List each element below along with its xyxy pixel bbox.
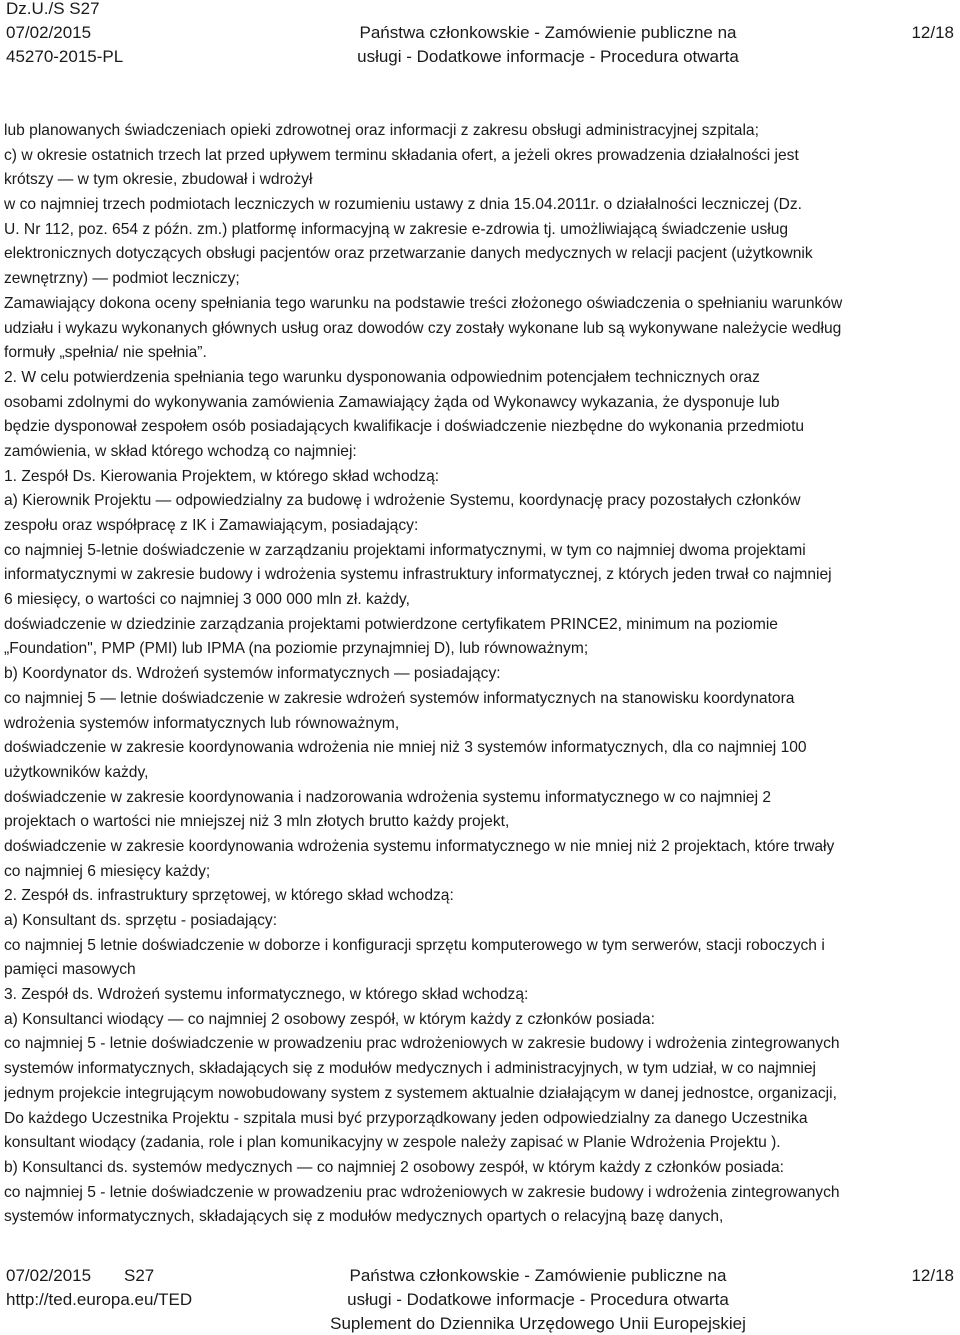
text-line: będzie dysponował zespołem osób posiadających kwalifikacje i doświadczenie niezbędne do wykonania przedmiotu xyxy=(4,418,805,436)
text-line: formuły „spełnia/ nie spełnia”. xyxy=(4,344,207,362)
footer-series: S27 xyxy=(124,1266,155,1285)
text-line: U. Nr 112, poz. 654 z późn. zm.) platformę informacyjną w zakresie e-zdrowia tj. umożliwiającą świadczenie usług xyxy=(4,220,789,238)
text-line: 6 miesięcy, o wartości co najmniej 3 000 000 mln zł. każdy, xyxy=(4,591,410,609)
text-line: zewnętrzny) — podmiot leczniczy; xyxy=(4,270,240,288)
footer-title-line1: Państwa członkowskie - Zamówienie publiczne na xyxy=(349,1266,727,1285)
text-line: 2. W celu potwierdzenia spełniania tego warunku dysponowania odpowiednim potencjałem technicznych oraz xyxy=(4,368,760,386)
text-line: doświadczenie w zakresie koordynowania wdrożenia systemu informatycznego w nie mniej niż 2 projektach, które trwały xyxy=(4,837,835,855)
text-line: lub planowanych świadczeniach opieki zdrowotnej oraz informacji z zakresu obsługi administracyjnej szpitala; xyxy=(4,122,759,139)
text-line: krótszy — w tym okresie, zbudował i wdrożył xyxy=(4,171,313,189)
text-line: użytkowników każdy, xyxy=(4,763,149,781)
text-line: Do każdego Uczestnika Projektu - szpitala musi być przyporządkowany jeden odpowiedzialny za danego Uczestnika xyxy=(4,1109,808,1127)
footer-title-line3: Suplement do Dziennika Urzędowego Unii Europejskiej xyxy=(330,1314,746,1333)
text-line: a) Konsultant ds. sprzętu - posiadający: xyxy=(4,912,278,929)
text-line: 3. Zespół ds. Wdrożeń systemu informatycznego, w którego skład wchodzą: xyxy=(4,986,529,1004)
text-line: a) Konsultanci wiodący — co najmniej 2 osobowy zespół, w którym każdy z członków posiada: xyxy=(4,1010,655,1028)
footer-page-number: 12/18 xyxy=(911,1266,954,1285)
header-date: 07/02/2015 xyxy=(6,23,92,42)
text-line: informatycznymi w zakresie budowy i wdrożenia systemu infrastruktury informatycznej, z których jeden trwał co najmniej xyxy=(4,566,832,584)
text-line: doświadczenie w zakresie koordynowania i nadzorowania wdrożenia systemu informatycznego w co najmniej 2 xyxy=(4,788,772,806)
text-line: co najmniej 5 - letnie doświadczenie w prowadzeniu prac wdrożeniowych w zakresie budowy i wdrożenia zintegrowanych xyxy=(4,1183,840,1201)
footer-url[interactable]: http://ted.europa.eu/TED xyxy=(6,1290,193,1309)
text-line: projektach o wartości nie mniejszej niż 3 mln złotych brutto każdy projekt, xyxy=(4,813,510,831)
text-line: co najmniej 5 letnie doświadczenie w doborze i konfiguracji sprzętu komputerowego w tym serwerów, stacji roboczych i xyxy=(4,936,825,954)
header-title-line1: Państwa członkowskie - Zamówienie publiczne na xyxy=(359,23,737,42)
text-line: w co najmniej trzech podmiotach leczniczych w rozumieniu ustawy z dnia 15.04.2011r. o działalności leczniczej (Dz. xyxy=(4,196,802,214)
text-line: c) w okresie ostatnich trzech lat przed upływem terminu składania ofert, a jeżeli okres prowadzenia działalności jest xyxy=(4,146,799,164)
text-line: co najmniej 5 — letnie doświadczenie w zakresie wdrożeń systemów informatycznych na stanowisku koordynatora xyxy=(4,689,795,707)
text-line: zamówienia, w skład którego wchodzą co najmniej: xyxy=(4,442,357,460)
text-line: Zamawiający dokona oceny spełniania tego warunku na podstawie treści złożonego oświadczenia o spełnianiu warunków xyxy=(4,294,843,312)
text-line: co najmniej 5 - letnie doświadczenie w prowadzeniu prac wdrożeniowych w zakresie budowy i wdrożenia zintegrowanych xyxy=(4,1035,840,1053)
text-line: systemów informatycznych, składających się z modułów medycznych opartych o relacyjną bazę danych, xyxy=(4,1208,724,1226)
text-line: doświadczenie w zakresie koordynowania wdrożenia nie mniej niż 3 systemów informatycznych, dla co najmniej 100 xyxy=(4,739,807,757)
text-line: b) Konsultanci ds. systemów medycznych — co najmniej 2 osobowy zespół, w którym każdy z członków posiada: xyxy=(4,1158,785,1176)
footer-date: 07/02/2015 xyxy=(6,1266,92,1285)
document-body xyxy=(4,119,956,1230)
text-line: osobami zdolnymi do wykonywania zamówienia Zamawiający żąda od Wykonawcy wykazania, że dysponuje lub xyxy=(4,393,780,411)
header-page-number: 12/18 xyxy=(911,23,954,42)
text-line: systemów informatycznych, składających się z modułów medycznych i administracyjnych, w tym udział, w co najmniej xyxy=(4,1060,817,1078)
text-line: udziału i wykazu wykonanych głównych usług oraz dowodów czy zostały wykonane lub są wykonywane należycie według xyxy=(4,319,842,337)
text-line: co najmniej 5-letnie doświadczenie w zarządzaniu projektami informatycznymi, w tym co najmniej dwoma projektami xyxy=(4,541,806,559)
text-line: wdrożenia systemów informatycznych lub równoważnym, xyxy=(4,714,400,732)
text-line: elektronicznych dotyczących obsługi pacjentów oraz przetwarzanie danych medycznych w relacji pacjent (użytkownik xyxy=(4,245,813,263)
text-line: 2. Zespół ds. infrastruktury sprzętowej, w którego skład wchodzą: xyxy=(4,887,454,905)
text-line: doświadczenie w dziedzinie zarządzania projektami potwierdzone certyfikatem PRINCE2, minimum na poziomie xyxy=(4,615,778,633)
text-line: jednym projekcie integrującym nowobudowany system z systemem aktualnie działającym w danej jednostce, organizacji, xyxy=(4,1084,837,1102)
text-line: b) Koordynator ds. Wdrożeń systemów informatycznych — posiadający: xyxy=(4,665,501,683)
notice-id: 45270-2015-PL xyxy=(6,47,124,66)
text-line: a) Kierownik Projektu — odpowiedzialny za budowę i wdrożenie Systemu, koordynację pracy pozostałych członków xyxy=(4,492,801,510)
text-line: co najmniej 6 miesięcy każdy; xyxy=(4,862,211,880)
text-line: konsultant wiodący (zadania, role i plan komunikacyjny w zespole należy zapisać w Planie Wdrożenia Projektu ). xyxy=(4,1134,781,1152)
text-line: pamięci masowych xyxy=(4,961,136,979)
header-title-line2: usługi - Dodatkowe informacje - Procedura otwarta xyxy=(357,47,739,66)
journal-ref: Dz.U./S S27 xyxy=(6,0,100,18)
text-line: 1. Zespół Ds. Kierowania Projektem, w którego skład wchodzą: xyxy=(4,467,440,485)
text-line: „Foundation", PMP (PMI) lub IPMA (na poziomie przynajmniej D), lub równoważnym; xyxy=(4,640,589,658)
text-line: zespołu oraz współpracę z IK i Zamawiającym, posiadający: xyxy=(4,517,419,534)
footer-title-line2: usługi - Dodatkowe informacje - Procedura otwarta xyxy=(347,1290,729,1309)
